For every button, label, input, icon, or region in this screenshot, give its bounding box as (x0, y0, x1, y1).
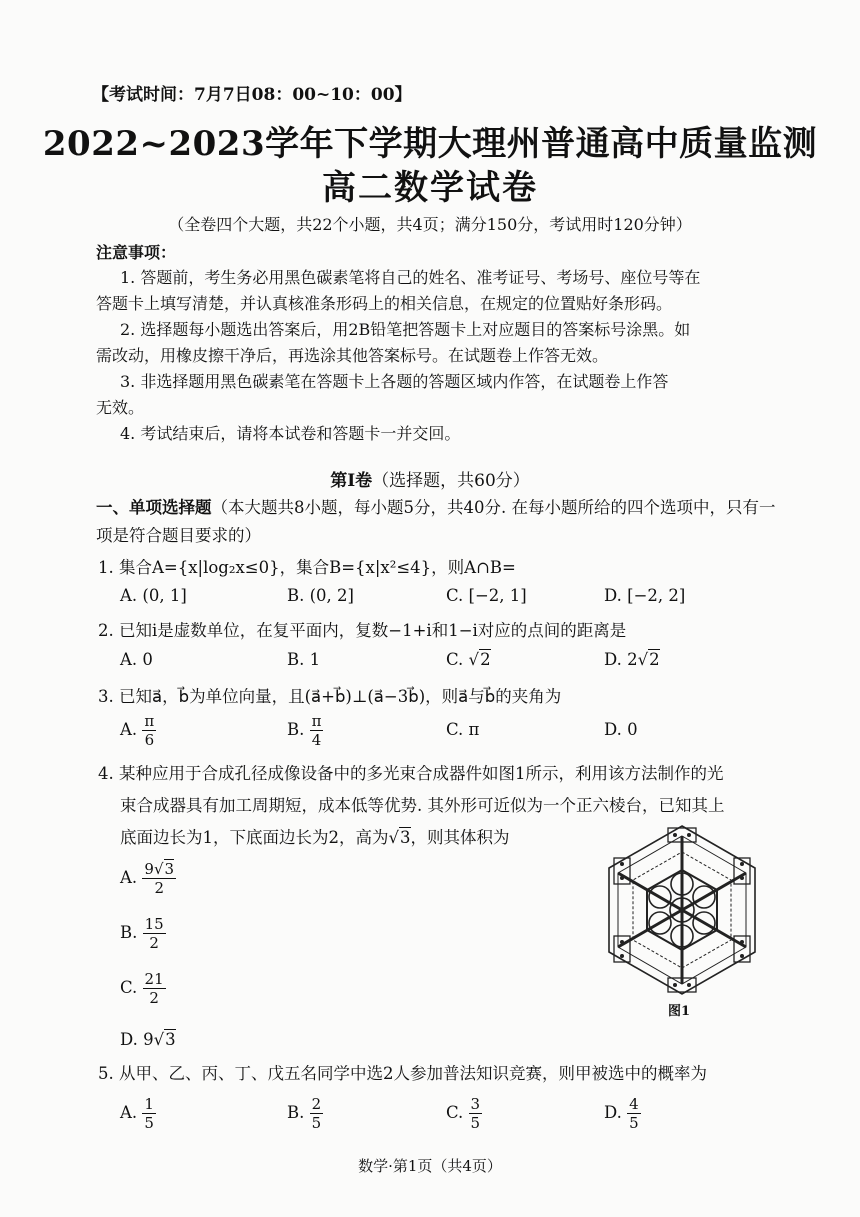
q1-option-b: B. (0, 2] (287, 586, 354, 605)
q3-option-d: D. 0 (604, 720, 638, 739)
q4-line2: 束合成器具有加工周期短，成本低等优势. 其外形可近似为一个正六棱台，已知其上 (120, 796, 725, 815)
q5-option-c: C. $\frac{3}{5}$ (446, 1095, 481, 1132)
exam-time: 【考试时间：7月7日08：00~10：00】 (92, 85, 412, 105)
note-3a: 3. 非选择题用黑色碳素笔在答题卡上各题的答题区域内作答，在试题卷上作答 (120, 372, 669, 391)
q1-stem: 1. 集合A={x|log₂x≤0}，集合B={x|x²≤4}，则A∩B= (98, 558, 516, 577)
q5-option-b: B. $\frac{2}{5}$ (287, 1095, 322, 1132)
notes-heading: 注意事项： (96, 243, 177, 262)
part-note: （选择题，共60分） (372, 471, 530, 491)
section-text: （本大题共8小题，每小题5分，共40分. 在每小题所给的四个选项中，只有一项是符合题目要求的） (96, 498, 776, 545)
q2-option-b: B. 1 (287, 650, 321, 669)
part-label: 第Ⅰ卷 (330, 471, 373, 491)
exam-subtitle: 高二数学试卷 (322, 168, 538, 208)
q5-option-a: A. $\frac{1}{5}$ (120, 1095, 154, 1132)
exam-title: 2022~2023学年下学期大理州普通高中质量监测 (42, 124, 818, 164)
q3-option-a: A. $\frac{\pi}{6}$ (120, 712, 155, 749)
note-4: 4. 考试结束后，请将本试卷和答题卡一并交回。 (120, 424, 461, 443)
note-1a: 1. 答题前，考生务必用黑色碳素笔将自己的姓名、准考证号、考场号、座位号等在 (120, 268, 701, 287)
q4-line1: 4. 某种应用于合成孔径成像设备中的多光束合成器件如图1所示，利用该方法制作的光 (98, 764, 724, 783)
note-2a: 2. 选择题每小题选出答案后，用2B铅笔把答题卡上对应题目的答案标号涂黑。如 (120, 320, 691, 339)
q2-option-a: A. 0 (120, 650, 153, 669)
hexagonal-frustum-figure (594, 822, 770, 998)
part-heading (0, 466, 860, 491)
q1-option-d: D. [−2, 2] (604, 586, 686, 605)
note-3b: 无效。 (96, 398, 145, 417)
q4-line3: 底面边长为1，下底面边长为2，高为√3，则其体积为 (120, 828, 510, 847)
note-1b: 答题卡上填写清楚，并认真核准条形码上的相关信息，在规定的位置贴好条形码。 (96, 294, 673, 313)
page-footer: 数学·第1页（共4页） (358, 1157, 502, 1175)
q4-option-c: C. $\frac{21}{2}$ (120, 970, 164, 1007)
q3-option-b: B. $\frac{\pi}{4}$ (287, 712, 322, 749)
q5-stem: 5. 从甲、乙、丙、丁、戊五名同学中选2人参加普法知识竞赛，则甲被选中的概率为 (98, 1064, 707, 1083)
q2-option-c: C. √2 (446, 650, 491, 669)
q4-option-b: B. $\frac{15}{2}$ (120, 915, 164, 952)
q2-stem: 2. 已知i是虚数单位，在复平面内，复数−1+i和1−i对应的点间的距离是 (98, 621, 627, 640)
figure-caption: 图1 (668, 1004, 691, 1019)
section-heading (96, 494, 776, 550)
note-2b: 需改动，用橡皮擦干净后，再选涂其他答案标号。在试题卷上作答无效。 (96, 346, 609, 365)
q4-option-a: A. $\frac{9√3}{2}$ (120, 860, 175, 897)
q1-option-c: C. [−2, 1] (446, 586, 527, 605)
q4-option-d: D. 9√3 (120, 1030, 176, 1049)
section-title: 一、单项选择题 (96, 498, 212, 517)
q5-option-d: D. $\frac{4}{5}$ (604, 1095, 639, 1132)
q3-stem: 3. 已知a⃗，b⃗为单位向量，且(a⃗+b⃗)⊥(a⃗−3b⃗)，则a⃗与b⃗的夹角为 (98, 687, 562, 706)
q3-option-c: C. π (446, 720, 480, 739)
q2-option-d: D. 2√2 (604, 650, 660, 669)
q1-option-a: A. (0, 1] (120, 586, 187, 605)
exam-info: （全卷四个大题，共22个小题，共4页；满分150分，考试用时120分钟） (168, 215, 692, 234)
